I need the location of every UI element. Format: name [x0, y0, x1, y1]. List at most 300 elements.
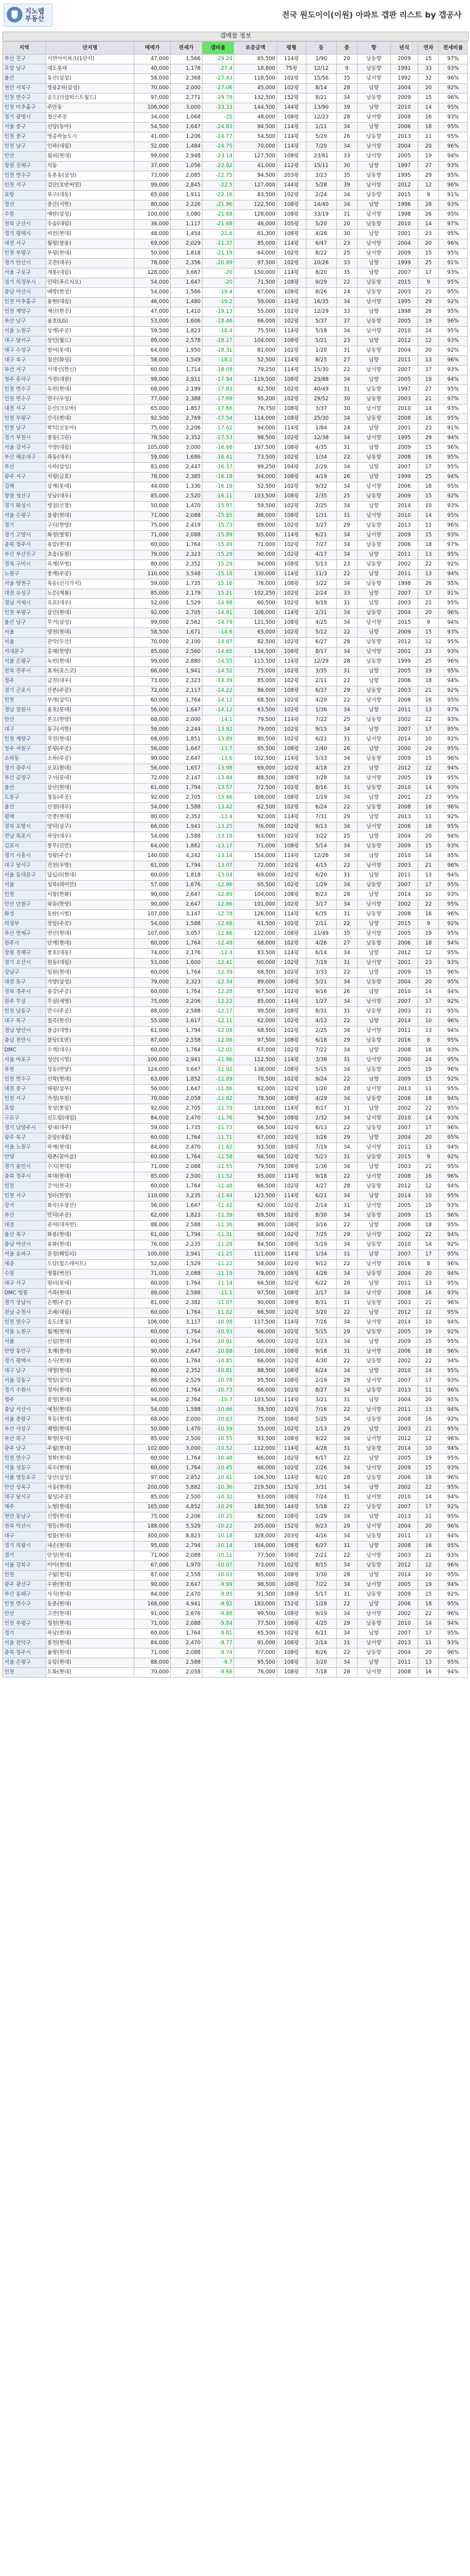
complex-name-cell[interactable]: 창동(주공) [46, 793, 134, 803]
table-row[interactable] [3, 667, 468, 677]
complex-name-cell[interactable]: 범물(현대) [46, 1532, 134, 1542]
table-row[interactable] [3, 1532, 468, 1542]
table-row[interactable] [3, 803, 468, 813]
table-row[interactable] [3, 1289, 468, 1299]
column-header[interactable]: 지역 [3, 42, 46, 55]
column-header[interactable]: 동 [306, 42, 336, 55]
table-row[interactable] [3, 511, 468, 521]
table-row[interactable] [3, 502, 468, 511]
table-row[interactable] [3, 1182, 468, 1192]
table-row[interactable] [3, 774, 468, 784]
table-row[interactable] [3, 589, 468, 599]
complex-name-cell[interactable]: 삼산(현대) [46, 784, 134, 793]
complex-name-cell[interactable]: 수색(대우) [46, 1046, 134, 1056]
complex-name-cell[interactable]: 연수(우성) [46, 395, 134, 405]
complex-name-cell[interactable]: 원동(대림) [46, 958, 134, 968]
table-row[interactable] [3, 132, 468, 142]
complex-name-cell[interactable]: 상계(주공) [46, 327, 134, 337]
table-row[interactable] [3, 1435, 468, 1444]
table-row[interactable] [3, 278, 468, 288]
table-row[interactable] [3, 1503, 468, 1512]
table-row[interactable] [3, 1590, 468, 1600]
complex-name-cell[interactable]: 부개(삼익) [46, 696, 134, 706]
table-row[interactable] [3, 1318, 468, 1328]
table-row[interactable] [3, 550, 468, 560]
table-row[interactable] [3, 531, 468, 541]
column-header[interactable]: 연차 [418, 42, 439, 55]
table-row[interactable] [3, 638, 468, 647]
complex-name-cell[interactable]: 구서(롯데) [46, 774, 134, 784]
complex-name-cell[interactable]: 병점(신창) [46, 502, 134, 511]
table-row[interactable] [3, 1299, 468, 1308]
complex-name-cell[interactable]: 단계(현대) [46, 939, 134, 949]
complex-name-cell[interactable]: 검단(호반써밋) [46, 181, 134, 191]
complex-name-cell[interactable]: 석동 [46, 162, 134, 171]
complex-name-cell[interactable]: 관저(대자연) [46, 1221, 134, 1231]
complex-name-cell[interactable]: 도담(힐스테이트) [46, 1260, 134, 1269]
complex-name-cell[interactable]: 주월(현대) [46, 1444, 134, 1454]
table-row[interactable] [3, 463, 468, 473]
complex-name-cell[interactable]: 소사(현대) [46, 1357, 134, 1367]
complex-name-cell[interactable]: 응암(현대) [46, 1658, 134, 1668]
table-row[interactable] [3, 142, 468, 152]
column-header[interactable]: 층 [336, 42, 357, 55]
complex-name-cell[interactable]: 동춘동(삼성) [46, 171, 134, 181]
table-row[interactable] [3, 1454, 468, 1464]
complex-name-cell[interactable]: 용강(주공) [46, 988, 134, 997]
table-row[interactable] [3, 647, 468, 657]
complex-name-cell[interactable]: 동산(삼성) [46, 74, 134, 84]
complex-name-cell[interactable]: 양천(현대) [46, 628, 134, 638]
complex-name-cell[interactable]: 화명(롯데) [46, 1435, 134, 1444]
complex-name-cell[interactable]: 둔산(크로바) [46, 405, 134, 414]
table-row[interactable] [3, 1425, 468, 1435]
table-row[interactable] [3, 337, 468, 346]
table-row[interactable] [3, 1260, 468, 1269]
table-row[interactable] [3, 706, 468, 716]
table-row[interactable] [3, 1172, 468, 1182]
table-row[interactable] [3, 482, 468, 492]
table-row[interactable] [3, 1483, 468, 1493]
complex-name-cell[interactable]: 옥수(현대) [46, 1464, 134, 1474]
table-row[interactable] [3, 1347, 468, 1357]
table-row[interactable] [3, 1192, 468, 1201]
complex-name-cell[interactable]: 상동(반달) [46, 1065, 134, 1075]
table-row[interactable] [3, 1406, 468, 1415]
table-row[interactable] [3, 181, 468, 191]
table-row[interactable] [3, 1240, 468, 1250]
column-header[interactable]: 년식 [390, 42, 418, 55]
complex-name-cell[interactable]: 배방(한성) [46, 288, 134, 298]
complex-name-cell[interactable]: 치평(금호) [46, 473, 134, 482]
table-row[interactable] [3, 152, 468, 162]
complex-name-cell[interactable]: 산곡(현대) [46, 414, 134, 424]
complex-name-cell[interactable]: 고잔(대우) [46, 259, 134, 268]
table-row[interactable] [3, 1201, 468, 1211]
complex-name-cell[interactable]: 영종하늘도시 [46, 132, 134, 142]
table-row[interactable] [3, 453, 468, 463]
complex-name-cell[interactable]: 용현(대림) [46, 298, 134, 307]
complex-name-cell[interactable]: 범어(롯데) [46, 346, 134, 356]
complex-name-cell[interactable]: 운암(대림) [46, 1133, 134, 1143]
table-row[interactable] [3, 84, 468, 94]
complex-name-cell[interactable]: 장암(주공) [46, 920, 134, 929]
complex-name-cell[interactable]: 명일(삼익) [46, 1376, 134, 1386]
table-row[interactable] [3, 414, 468, 424]
table-row[interactable] [3, 910, 468, 920]
complex-name-cell[interactable]: 중계(주공) [46, 570, 134, 579]
table-row[interactable] [3, 900, 468, 910]
complex-name-cell[interactable]: 수송(대림) [46, 220, 134, 230]
table-row[interactable] [3, 230, 468, 239]
complex-name-cell[interactable]: 동탄(시범) [46, 910, 134, 920]
table-row[interactable] [3, 1551, 468, 1561]
complex-name-cell[interactable]: 괘법(현대) [46, 1425, 134, 1435]
table-row[interactable] [3, 94, 468, 103]
column-header[interactable]: 매매가 [134, 42, 170, 55]
complex-name-cell[interactable]: 예천(현대) [46, 1406, 134, 1415]
complex-name-cell[interactable]: 당산(삼성) [46, 1474, 134, 1483]
complex-name-cell[interactable]: 조례(대림) [46, 1308, 134, 1318]
complex-name-cell[interactable]: 도화(현대) [46, 1668, 134, 1678]
complex-name-cell[interactable]: 대명(현대) [46, 1367, 134, 1376]
complex-name-cell[interactable]: 월평(쌍용) [46, 239, 134, 249]
complex-name-cell[interactable]: 장성(풍림) [46, 1104, 134, 1114]
table-row[interactable] [3, 1415, 468, 1425]
complex-name-cell[interactable]: 비전(현대) [46, 230, 134, 239]
table-row[interactable] [3, 200, 468, 210]
table-row[interactable] [3, 1542, 468, 1551]
complex-name-cell[interactable]: 봉명(현대) [46, 1396, 134, 1406]
complex-name-cell[interactable]: 가좌(현대) [46, 1289, 134, 1299]
table-row[interactable] [3, 1124, 468, 1133]
complex-name-cell[interactable]: 답십리(현대) [46, 871, 134, 881]
complex-name-cell[interactable]: 용화(현대) [46, 1240, 134, 1250]
complex-name-cell[interactable]: 가양(대림) [46, 443, 134, 453]
table-row[interactable] [3, 968, 468, 978]
complex-name-cell[interactable]: 하당(대우) [46, 832, 134, 842]
table-row[interactable] [3, 220, 468, 230]
table-row[interactable] [3, 1075, 468, 1085]
complex-name-cell[interactable]: 주안동 [46, 103, 134, 113]
table-row[interactable] [3, 123, 468, 132]
complex-name-cell[interactable]: 미아(현대) [46, 1561, 134, 1571]
complex-name-cell[interactable]: 노형(현대) [46, 1503, 134, 1512]
complex-name-cell[interactable]: 동춘(현대) [46, 1600, 134, 1610]
table-row[interactable] [3, 1629, 468, 1639]
complex-name-cell[interactable]: 철산주공 [46, 113, 134, 123]
table-row[interactable] [3, 657, 468, 667]
complex-name-cell[interactable]: 율량(현대) [46, 1648, 134, 1658]
table-row[interactable] [3, 1367, 468, 1376]
table-row[interactable] [3, 754, 468, 764]
table-row[interactable] [3, 1017, 468, 1027]
complex-name-cell[interactable]: 평촌(꿈마을) [46, 1153, 134, 1163]
table-row[interactable] [3, 1357, 468, 1367]
table-row[interactable] [3, 1133, 468, 1143]
column-header[interactable]: 평형 [277, 42, 306, 55]
complex-name-cell[interactable]: 중동(그린) [46, 434, 134, 443]
table-row[interactable] [3, 861, 468, 871]
complex-name-cell[interactable]: 삼계(롯데) [46, 482, 134, 492]
complex-name-cell[interactable]: 불광(현대) [46, 511, 134, 521]
table-row[interactable] [3, 842, 468, 852]
table-row[interactable] [3, 560, 468, 570]
complex-name-cell[interactable]: 녹번(현대) [46, 657, 134, 667]
complex-name-cell[interactable]: 양덕(삼구) [46, 822, 134, 832]
table-row[interactable] [3, 677, 468, 686]
table-row[interactable] [3, 1250, 468, 1260]
complex-name-cell[interactable]: 금천(대우) [46, 677, 134, 686]
table-row[interactable] [3, 871, 468, 881]
table-row[interactable] [3, 210, 468, 220]
complex-name-cell[interactable]: 수지(현대) [46, 1163, 134, 1172]
table-row[interactable] [3, 1231, 468, 1240]
complex-name-cell[interactable]: 진천(우방) [46, 861, 134, 871]
table-row[interactable] [3, 317, 468, 327]
complex-name-cell[interactable]: 계산(한진) [46, 307, 134, 317]
complex-name-cell[interactable]: 선학(현대) [46, 1075, 134, 1085]
complex-name-cell[interactable]: 성산(시영) [46, 1056, 134, 1065]
complex-name-cell[interactable]: 옥련(현대) [46, 385, 134, 395]
complex-name-cell[interactable]: 무거(삼성) [46, 618, 134, 628]
table-row[interactable] [3, 832, 468, 842]
table-row[interactable] [3, 609, 468, 618]
table-row[interactable] [3, 366, 468, 375]
complex-name-cell[interactable]: 고잔(현대) [46, 1610, 134, 1619]
complex-name-cell[interactable]: 만덕(주공) [46, 1211, 134, 1221]
table-row[interactable] [3, 1658, 468, 1668]
complex-name-cell[interactable]: 와동(한양) [46, 900, 134, 910]
complex-name-cell[interactable]: 안중(현대) [46, 813, 134, 822]
table-row[interactable] [3, 997, 468, 1007]
complex-name-cell[interactable]: 풍무(신안) [46, 842, 134, 852]
table-row[interactable] [3, 1007, 468, 1017]
complex-name-cell[interactable]: 성북(래미안) [46, 881, 134, 890]
table-row[interactable] [3, 570, 468, 579]
complex-name-cell[interactable]: 하계(현대) [46, 1143, 134, 1153]
complex-name-cell[interactable]: 청학(현대) [46, 1454, 134, 1464]
table-row[interactable] [3, 249, 468, 259]
table-row[interactable] [3, 356, 468, 366]
complex-name-cell[interactable]: 작전(현대) [46, 735, 134, 745]
table-row[interactable] [3, 1648, 468, 1658]
complex-name-cell[interactable]: 신도림(대림) [46, 1114, 134, 1124]
complex-name-cell[interactable]: 태평(삼부) [46, 1085, 134, 1095]
table-row[interactable] [3, 473, 468, 482]
table-row[interactable] [3, 1619, 468, 1629]
table-row[interactable] [3, 1065, 468, 1075]
complex-name-cell[interactable]: 삼산(현대) [46, 609, 134, 618]
complex-name-cell[interactable]: 청천(현대) [46, 1619, 134, 1629]
table-row[interactable] [3, 1493, 468, 1503]
table-row[interactable] [3, 424, 468, 434]
complex-name-cell[interactable]: 사하(삼성) [46, 463, 134, 473]
table-row[interactable] [3, 298, 468, 307]
table-row[interactable] [3, 686, 468, 696]
table-row[interactable] [3, 599, 468, 609]
table-row[interactable] [3, 1580, 468, 1590]
complex-name-cell[interactable]: 안성(현대) [46, 1551, 134, 1561]
complex-name-cell[interactable]: 중산(서한) [46, 200, 134, 210]
complex-name-cell[interactable]: 목동(신시가지) [46, 579, 134, 589]
column-header[interactable]: 향 [357, 42, 390, 55]
complex-name-cell[interactable]: 관악(두산) [46, 638, 134, 647]
complex-name-cell[interactable]: 서대신(한신) [46, 366, 134, 375]
complex-name-cell[interactable]: 평내(대주) [46, 1124, 134, 1133]
complex-name-cell[interactable]: 문정(훼밀리) [46, 1250, 134, 1260]
complex-name-cell[interactable]: 서창(한화) [46, 890, 134, 900]
table-row[interactable] [3, 1046, 468, 1056]
complex-name-cell[interactable]: 은행(주공) [46, 1299, 134, 1308]
complex-name-cell[interactable]: 매탄(삼성) [46, 210, 134, 220]
table-row[interactable] [3, 579, 468, 589]
complex-name-cell[interactable]: 송도(풍림) [46, 1318, 134, 1328]
complex-name-cell[interactable]: 동구(서한) [46, 725, 134, 735]
table-row[interactable] [3, 1056, 468, 1065]
complex-name-cell[interactable]: 대도롯데 [46, 64, 134, 74]
table-row[interactable] [3, 1153, 468, 1163]
complex-name-cell[interactable]: 간석(한국) [46, 1182, 134, 1192]
complex-name-cell[interactable]: 신림(현대) [46, 1338, 134, 1347]
complex-name-cell[interactable]: 본오(한양) [46, 716, 134, 725]
table-row[interactable] [3, 385, 468, 395]
complex-name-cell[interactable]: 봉천(현대) [46, 1639, 134, 1648]
complex-name-cell[interactable]: 인하(대림) [46, 142, 134, 152]
table-row[interactable] [3, 375, 468, 385]
table-row[interactable] [3, 1512, 468, 1522]
column-header[interactable]: 전세가 [170, 42, 202, 55]
complex-name-cell[interactable]: 신정(대우) [46, 803, 134, 813]
column-header[interactable]: 보증금액 [234, 42, 277, 55]
complex-name-cell[interactable]: 월피(현대) [46, 152, 134, 162]
table-row[interactable] [3, 1444, 468, 1454]
complex-name-cell[interactable]: 영등(현대) [46, 1522, 134, 1532]
complex-name-cell[interactable]: 월계(현대) [46, 1328, 134, 1338]
complex-name-cell[interactable]: 좌동(대우) [46, 453, 134, 463]
table-row[interactable] [3, 1308, 468, 1318]
complex-name-cell[interactable]: 하남(현대) [46, 1629, 134, 1639]
table-row[interactable] [3, 1668, 468, 1678]
table-row[interactable] [3, 191, 468, 200]
table-row[interactable] [3, 64, 468, 74]
complex-name-cell[interactable]: 만수(주공) [46, 1007, 134, 1017]
complex-name-cell[interactable]: 옥계(부영) [46, 560, 134, 570]
table-row[interactable] [3, 1036, 468, 1046]
complex-name-cell[interactable]: 정왕(주공) [46, 852, 134, 861]
table-row[interactable] [3, 745, 468, 754]
table-row[interactable] [3, 1571, 468, 1580]
table-row[interactable] [3, 1211, 468, 1221]
table-row[interactable] [3, 74, 468, 84]
table-row[interactable] [3, 939, 468, 949]
complex-name-cell[interactable]: 구리(한양) [46, 521, 134, 531]
table-row[interactable] [3, 1095, 468, 1104]
table-row[interactable] [3, 1279, 468, 1289]
complex-name-cell[interactable]: 서면아이파크(1단지) [46, 55, 134, 64]
complex-name-cell[interactable]: 정자(현대) [46, 1386, 134, 1396]
complex-name-cell[interactable]: 복대(현대) [46, 1172, 134, 1182]
table-row[interactable] [3, 784, 468, 793]
table-row[interactable] [3, 958, 468, 968]
table-row[interactable] [3, 725, 468, 735]
complex-name-cell[interactable]: 용호(LG) [46, 317, 134, 327]
complex-name-cell[interactable]: 용암(현대) [46, 541, 134, 550]
complex-name-cell[interactable]: 영통(벽산) [46, 1269, 134, 1279]
column-header[interactable]: 갭비율 [202, 42, 233, 55]
complex-name-cell[interactable]: 사직(현대) [46, 1590, 134, 1600]
table-row[interactable] [3, 628, 468, 638]
table-row[interactable] [3, 988, 468, 997]
table-row[interactable] [3, 1376, 468, 1386]
complex-name-cell[interactable]: 용호(롯데) [46, 706, 134, 716]
complex-name-cell[interactable]: 내손(현대) [46, 1542, 134, 1551]
complex-name-cell[interactable]: 무실(세영) [46, 997, 134, 1007]
table-row[interactable] [3, 1396, 468, 1406]
complex-name-cell[interactable]: 묵동(현대) [46, 1415, 134, 1425]
table-row[interactable] [3, 307, 468, 317]
table-row[interactable] [3, 327, 468, 337]
complex-name-cell[interactable]: 상남(대우) [46, 492, 134, 502]
table-row[interactable] [3, 1338, 468, 1347]
complex-name-cell[interactable]: 민락(푸르지오) [46, 278, 134, 288]
table-row[interactable] [3, 541, 468, 550]
complex-name-cell[interactable]: 송도(더샵퍼스트월드) [46, 94, 134, 103]
complex-name-cell[interactable]: 화봉(현대) [46, 1231, 134, 1240]
table-row[interactable] [3, 434, 468, 443]
table-row[interactable] [3, 103, 468, 113]
complex-name-cell[interactable]: 칠곡(한신) [46, 1017, 134, 1027]
complex-name-cell[interactable]: 침산(화성) [46, 356, 134, 366]
complex-name-cell[interactable]: 구월(현대) [46, 1571, 134, 1580]
complex-name-cell[interactable]: 신방(현대) [46, 1512, 134, 1522]
table-row[interactable] [3, 1328, 468, 1338]
complex-name-cell[interactable]: 연산(현대) [46, 929, 134, 939]
complex-name-cell[interactable]: 산본(주공) [46, 686, 134, 696]
table-row[interactable] [3, 1143, 468, 1153]
complex-name-cell[interactable]: 개봉(대림) [46, 268, 134, 278]
table-row[interactable] [3, 1639, 468, 1648]
table-row[interactable] [3, 55, 468, 64]
table-row[interactable] [3, 890, 468, 900]
table-row[interactable] [3, 978, 468, 988]
complex-name-cell[interactable]: 불당(호반) [46, 1036, 134, 1046]
complex-name-cell[interactable]: 사동(현대) [46, 1483, 134, 1493]
table-row[interactable] [3, 822, 468, 832]
table-row[interactable] [3, 239, 468, 249]
table-row[interactable] [3, 793, 468, 803]
complex-name-cell[interactable]: 오포(현대) [46, 764, 134, 774]
complex-name-cell[interactable]: 호계(현대) [46, 1347, 134, 1357]
table-row[interactable] [3, 1085, 468, 1095]
table-row[interactable] [3, 1114, 468, 1124]
table-row[interactable] [3, 1610, 468, 1619]
table-row[interactable] [3, 259, 468, 268]
complex-name-cell[interactable]: 물금(대방) [46, 1027, 134, 1036]
table-row[interactable] [3, 346, 468, 356]
complex-name-cell[interactable]: 초읍(동원) [46, 550, 134, 560]
complex-name-cell[interactable]: 청라(한양) [46, 1192, 134, 1201]
table-row[interactable] [3, 1464, 468, 1474]
complex-name-cell[interactable]: 가경(대원) [46, 375, 134, 385]
site-logo[interactable] [4, 4, 52, 27]
table-row[interactable] [3, 1269, 468, 1279]
table-row[interactable] [3, 288, 468, 298]
complex-name-cell[interactable]: 홍제(한양) [46, 647, 134, 657]
column-header[interactable]: 전세비율 [439, 42, 468, 55]
complex-name-cell[interactable]: 북구(대동) [46, 191, 134, 200]
complex-name-cell[interactable]: 화곡(우장산) [46, 1201, 134, 1211]
